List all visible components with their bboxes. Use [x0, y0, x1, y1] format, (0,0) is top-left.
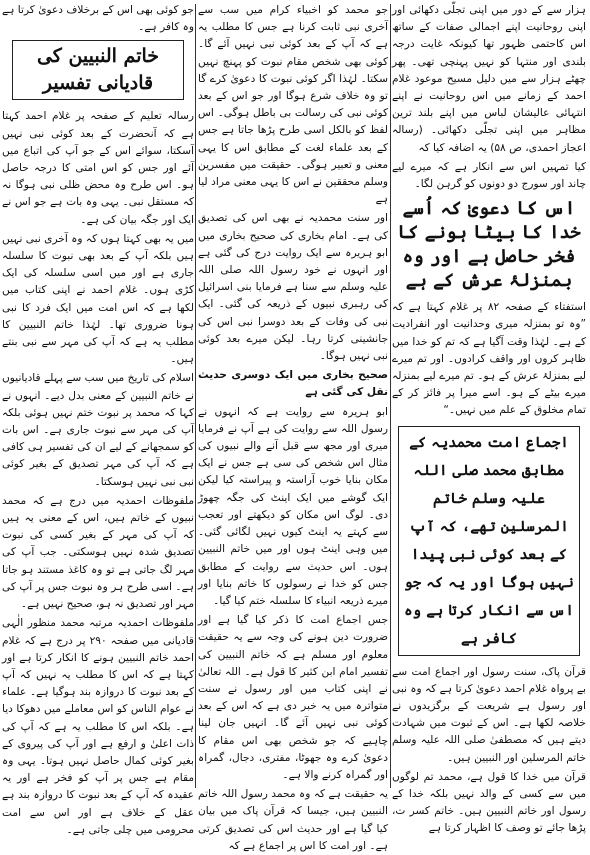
paragraph: ہزار سے کے دور میں اپنی تجلّی دکھائی اور اپنی روحانیت اپنے اجمالی صفات کے ساتھ اس کاحتمی ظہور تھا کیونکہ غایت درجہ بلندی اور منتہا کو نہیں پہنچی تھی۔ پھر چھٹے ہزار سے میں دلیل مسیح موعود غلام احمد کے زمانے میں اس روحانیت نے اپنے انتہائی عالیشان لباس میں اپنے بلند ترین مظاہر میں اپنی تجلّی دکھائی۔ (رسالہ اعجاز احمدی، ص ۵۸) یہ اضافہ کیا کہ — [392, 4, 586, 154]
middle-column — [198, 2, 388, 852]
paragraph: اسلام کی تاریخ میں سب سے پہلے قادیانیوں نے خاتم النبیین کے معنی بدل دیے۔ انہوں نے کہا کہ محمد پر نبوت ختم نہیں ہوئی بلکہ آپ کی مہر سے نبوت جاری ہے۔ اس بات کو سمجھانے کے لیے ان کی تفسیر ہی کافی ہے کہ آپ کی مہر تصدیق کے بغیر کوئی نبی نبی نہیں ہوسکتا۔ — [2, 372, 194, 488]
paragraph: ملفوظات احمدیہ مرتبہ محمد منظور الٰہی قادیانی میں صفحہ ۲۹۰ پر درج ہے کہ غلام احمد خاتم النبیین ہونے کا انکار کرتا ہے اور کہتا ہے کہ اس کا مطلب یہ نہیں کہ آپ کے بعد نبوت کا دروازہ بند ہوگیا ہے۔ علماء نے عوام الناس کو اس معاملے میں دھوکا دیا ہے۔ بلکہ اس کا مطلب یہ ہے کہ آپ کی ذات اعلیٰ و ارفع ہے اور آپ کی پیروی کے بغیر کوئی کمال حاصل نہیں ہوتا۔ یہی وہ مقام ہے جس پر آپ کو فخر ہے اور یہ عقیدہ کہ آپ کے بعد نبوت کا دروازہ بند ہے عقل کے خلاف ہے اور اس سے امت محرومی میں چلی جاتی ہے۔ — [2, 617, 194, 836]
paragraph: قرآن میں خدا کا قول ہے، محمد تم لوگوں میں سے کسی کے والد نہیں بلکہ خدا کے رسول اور خاتم النبیین ہیں۔ خاتم کسر ت، پڑھا جائے تو وصف کا اظہار کرتا ہے — [392, 770, 586, 835]
right-column — [392, 2, 586, 835]
column-divider — [390, 4, 391, 788]
left-column — [2, 2, 194, 836]
boxed-heading: خاتم النبیین کی قادیانی تفسیر — [12, 40, 184, 100]
paragraph: جس اجماع امت کا ذکر کیا گیا ہے اور ضرورت دین ہونے کی وجہ سے یہ حقیقت معلوم اور مسلم ہے کہ خاتم النبیین کی تفسیر امام ابن کثیر کا قول ہے۔ اللہ تعالیٰ نے اپنی کتاب میں اور رسول نے سنت متواترہ میں یہ خبر دی ہے کہ اس کے بعد کوئی نبی نہیں آئے گا۔ انہیں جان لینا چاہیے کہ جو شخص بھی اس مقام کا دعویٰ کرے وہ جھوٹا، مفتری، دجال، گمراہ اور گمراہ کرنے والا ہے۔ — [198, 614, 388, 781]
paragraph: اور سنت محمدیہ نے بھی اس کی تصدیق کی ہے۔ امام بخاری کی صحیح بخاری میں ابو ہریرہ سے ایک روایت درج کی گئی ہے اور انہوں نے خود رسول اللہ صلی اللہ علیہ وسلم سے سنا ہے فرمایا بنی اسرائیل کی رہبری نبیوں کے ذریعہ کی گئی۔ ایک نبی کی وفات کے بعد دوسرا نبی اس کی جانشینی کرتا رہا۔ لیکن میرے بعد کوئی نبی نہیں ہوگا۔ — [198, 212, 388, 363]
section-heading: اس کا دعویٰ کہ اُسے خدا کا بیٹا ہونے کا فخر حاصل ہے اور وہ بمنزلۂ عرش کے ہے — [397, 198, 581, 292]
paragraph: استفتاء کے صفحہ ۸۲ پر غلام کہتا ہے کہ ”وہ تو بمنزلہ میری وحدانیت اور انفرادیت کے ہے۔ لہٰذا وقت آگیا ہے کہ تم کو خدا میں ظاہر کروں اور واقف کرادوں۔ اور تم میرے لیے بمنزلۂ عرش کے ہو۔ تم میرے لیے بمنزلہ میرے بیٹے کے ہو۔ اسے میرا پر فائز کر کے تمام مخلوق کے علم میں نہیں۔“ — [392, 301, 586, 417]
paragraph: میں یہ بھی کہتا ہوں کہ وہ آخری نبی نہیں ہیں بلکہ آپ کے بعد بھی نبوت کا سلسلہ جاری ہے اور میں اسی سلسلہ کی ایک کڑی ہوں۔ غلام احمد نے اپنی کتاب میں لکھا ہے کہ اس امت میں ایک فرد کا نبی ہونا ضروری تھا۔ لہٰذا خاتم النبیین کا مطلب یہ ہے کہ آپ کی مہر سے نبی بنتے ہیں۔ — [2, 232, 194, 366]
paragraph: ابو ہریرہ سے روایت ہے کہ انہوں نے رسول اللہ سے روایت کی ہے آپ نے فرمایا میری اور مجھ سے قبل آنے والے نبیوں کی مثال اس شخص کی سی ہے جس نے ایک مکان بنایا خوب آراستہ و پیراستہ کیا لیکن ایک گوشے میں ایک اینٹ کی جگہ چھوڑ دی۔ لوگ اس مکان کو دیکھتے اور تعجب سے کہتے یہ اینٹ کیوں نہیں لگائی گئی۔ میں وہی اینٹ ہوں اور میں خاتم النبیین ہوں۔ اس حدیث سے روایت کے مطابق جس کو خدا نے رسولوں کا خاتم بنایا اور میرے ذریعہ انبیاء کا سلسلہ ختم کیا گیا۔ — [198, 405, 388, 607]
paragraph: کیا تمہیں اس سے انکار ہے کہ میرے لیے چاند اور سورج دو دونوں کو گرہن لگا۔ — [392, 160, 586, 191]
boxed-heading: اجماع امت محمدیہ کے مطابق محمد صلی اللہ علیہ وسلم خاتم المرسلین تھے، کہ آپ کے بعد کوئی نبی پیدا نہیں ہوگا اور یہ کہ جو اس سے انکار کرتا ہے وہ کافر ہے — [398, 426, 580, 656]
paragraph: جو محمد کو اخبیاء کرام میں سب سے آخری نبی ثابت کرنا ہے جس کا مطلب یہ ہے کہ آپ کے بعد کوئی نبی نہیں آئے گا۔ کوئی بھی شخص مقام نبوت کو پہنچ نہیں سکتا۔ لہٰذا اگر کوئی نبوت کا دعویٰ کرے گا تو وہ خلاف شرع ہوگا اور جو اس کے بعد کوئی نبی کی رسالت بی باطل ہوگی۔ اس لفظ کو بالکل اسی طرح پڑھا جاتا ہے جس کے بعد علماء لغت کے مطابق اس کا یہی معنی و تعبیر ہوگی۔ حقیقت میں مفسرین وسلم محققین نے اس کا یہی معنی مراد لیا ہے — [198, 4, 388, 206]
paragraph: جو کوئی بھی اس کے برخلاف دعویٰ کرتا ہے وہ کافر ہے۔ — [2, 4, 194, 34]
paragraph: ملفوظات احمدیہ میں درج ہے کہ محمد نبیوں کے خاتم ہیں، اس کے معنی یہ ہیں کہ آپ کی مہر کے بغیر کسی کی نبوت تصدیق شدہ نہیں ہوسکتی۔ جب آپ کی مہر لگ جاتی ہے تو وہ کاغذ مستند ہو جاتا ہے۔ اسی طرح ہر وہ نبوت جس پر آپ کی مہر اور تصدیق نہ ہو، صحیح نہیں ہے۔ — [2, 494, 194, 611]
paragraph: رسالہ تعلیم کے صفحہ پر غلام احمد کہتا ہے کہ آنحضرت کے بعد کوئی نبی نہیں آسکتا، سوائے اس کے جو آپ کی اتباع میں آئے اور جس کو اس امتی کا درجہ حاصل ہو۔ اس طرح وہ محض ظلی نبی ہوگا نہ کہ مستقل نبی۔ یہی وہ بات ہے جو اس نے ایک اور جگہ بیان کی ہے۔ — [2, 110, 194, 226]
paragraph: صحیح بخاری میں ایک دوسری حدیث نقل کی گئی ہے — [198, 369, 388, 399]
paragraph: قرآن پاک، سنت رسول اور اجماع امت سے بے پرواہ غلام احمد دعویٰ کرتا ہے کہ وہ نبی اور رسول ہے شریعت کے برگزیدوں نے خلاصہ لکھا ہے۔ اس کے ثبوت میں شہادت دیتے ہیں کہ مصطفیٰ صلی اللہ علیہ وسلم خاتم المرسلین اور النبیین ہیں۔ — [392, 665, 586, 764]
paragraph: یہ حقیقت ہے کہ وہ محمد رسول اللہ خاتم النبیین ہیں، جیسا کہ قرآن پاک میں بیان کیا گیا ہے اور حدیث اس کی تصدیق کرتی ہے۔ اور امت کا اس پر اجماع ہے کہ — [198, 788, 388, 852]
column-divider — [195, 4, 196, 788]
